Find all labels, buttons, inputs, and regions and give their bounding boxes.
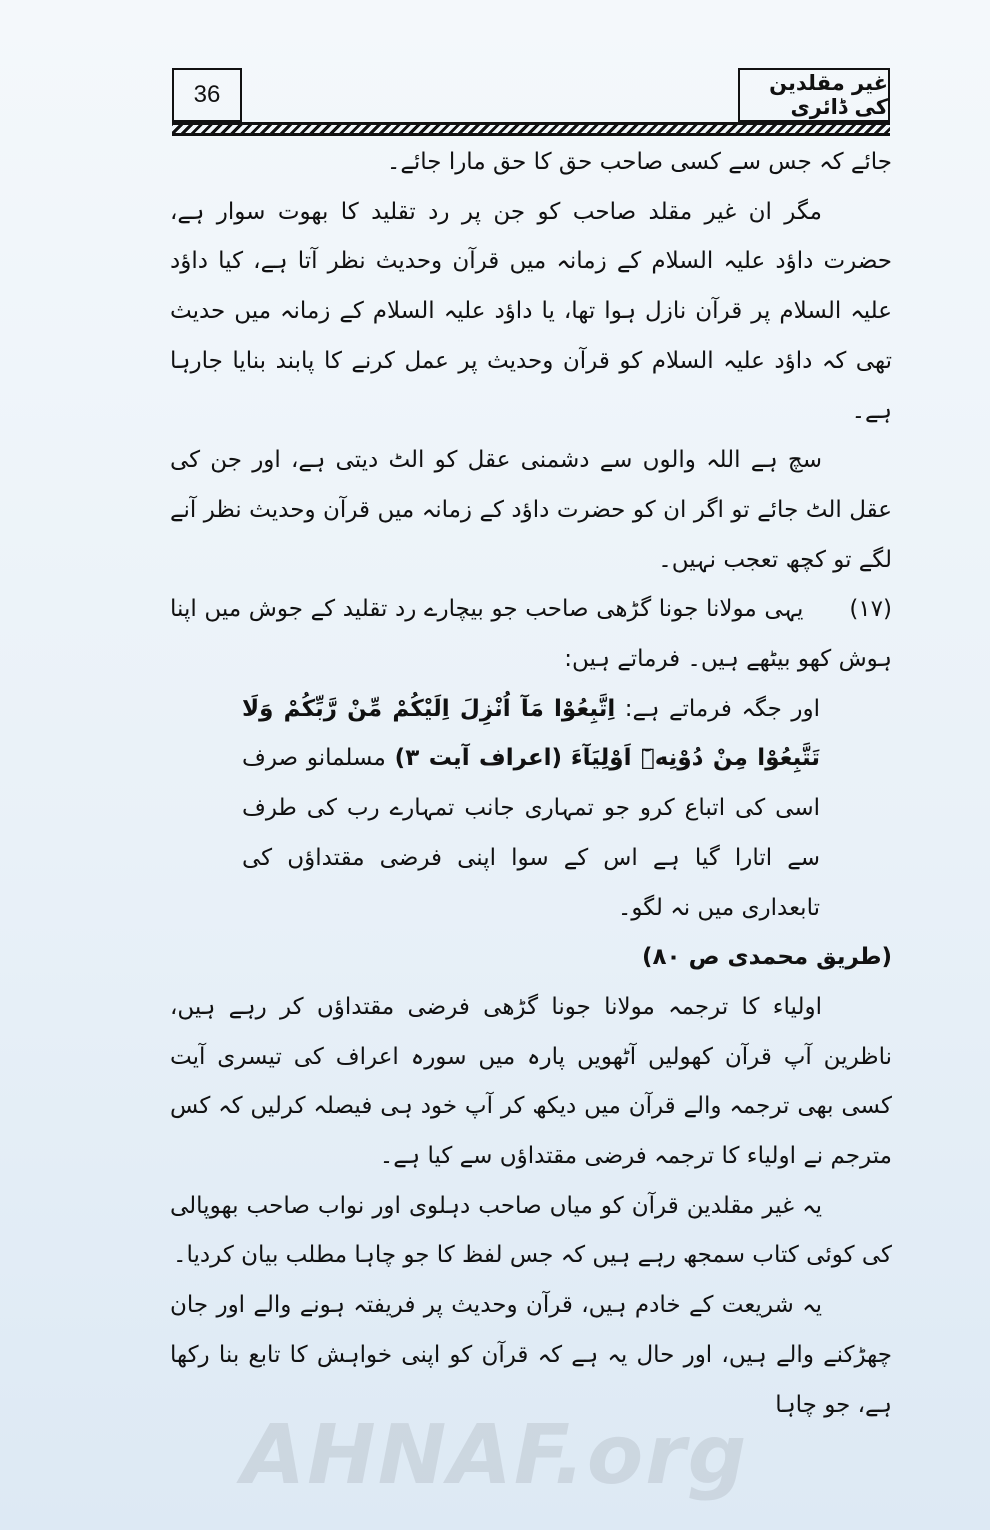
paragraph-1: جائے کہ جس سے کسی صاحب حق کا حق مارا جائے۔	[386, 149, 892, 175]
paragraph-7: یہ شریعت کے خادم ہیں، قرآن وحدیث پر فریفتہ ہونے والے اور جان چھڑکنے والے ہیں، اور حال یہ ہے کہ قرآن کو اپنی خواہش کا تابع بنا رکھا ہے، جو چاہا	[170, 1292, 892, 1418]
quotation-block	[170, 685, 892, 934]
page-number: 36	[172, 68, 242, 122]
paragraph-6: یہ غیر مقلدین قرآن کو میاں صاحب دہلوی اور نواب صاحب بھوپالی کی کوئی کتاب سمجھ رہے ہیں کہ جس لفظ کا جو چاہا مطلب بیان کردیا۔	[170, 1192, 892, 1269]
quote-intro: اور جگہ فرماتے ہے:	[624, 695, 821, 722]
paragraph-number: (۱۷)	[849, 596, 892, 623]
paragraph-2: مگر ان غیر مقلد صاحب کو جن پر رد تقلید کا بھوت سوار ہے، حضرت داؤد علیہ السلام کے زمانہ میں قرآن وحدیث نظر آتا ہے، کیا داؤد علیہ السلام پر قرآن نازل ہوا تھا، یا داؤد علیہ السلام کے زمانہ میں حدیث تھی کہ داؤد علیہ السلام کو قرآن وحدیث پر عمل کرنے کا پابند بنایا جارہا ہے۔	[170, 198, 892, 424]
page-body	[170, 138, 892, 1418]
verse-translation: مسلمانو صرف اسی کی اتباع کرو جو تمہاری جانب تمہارے رب کی طرف سے اتارا گیا ہے اس کے سوا اپنی فرضی مقتداؤں کی تابعداری میں نہ لگو۔	[242, 745, 820, 921]
paragraph-4-text: یہی مولانا جونا گڑھی صاحب جو بیچارے رد تقلید کے جوش میں اپنا ہوش کھو بیٹھے ہیں۔ فرماتے ہیں:	[170, 596, 892, 673]
header-divider	[172, 122, 890, 136]
paragraph-5: اولیاء کا ترجمہ مولانا جونا گڑھی فرضی مقتداؤں کر رہے ہیں، ناظرین آپ قرآن کھولیں آٹھویں پارہ میں سورہ اعراف کی تیسری آیت کسی بھی ترجمہ والے قرآن میں دیکھ کر آپ خود ہی فیصلہ کرلیں کہ کس مترجم نے اولیاء کا ترجمہ فرضی مقتداؤں سے کیا ہے۔	[170, 993, 892, 1170]
citation: (طریق محمدی ص ۸۰)	[641, 944, 892, 971]
paragraph-3: سچ ہے اللہ والوں سے دشمنی عقل کو الٹ دیتی ہے، اور جن کی عقل الٹ جائے تو اگر ان کو حضرت داؤد کے زمانہ میں قرآن وحدیث نظر آنے لگے تو کچھ تعجب نہیں۔	[170, 447, 892, 573]
verse-reference: (اعراف آیت ۳)	[394, 745, 563, 772]
site-watermark: AHNAF.org	[241, 1408, 749, 1503]
paragraph-4	[170, 585, 892, 684]
quran-verse: اِتَّبِعُوْا مَآ اُنْزِلَ اِلَيْكُمْ مِّنْ رَّبِّكُمْ وَلَا تَتَّبِعُوْا مِنْ دُوْنِهٖٓ اَوْلِيَآءَ	[242, 695, 821, 772]
book-title: غیر مقلدین کی ڈائری	[738, 68, 890, 122]
